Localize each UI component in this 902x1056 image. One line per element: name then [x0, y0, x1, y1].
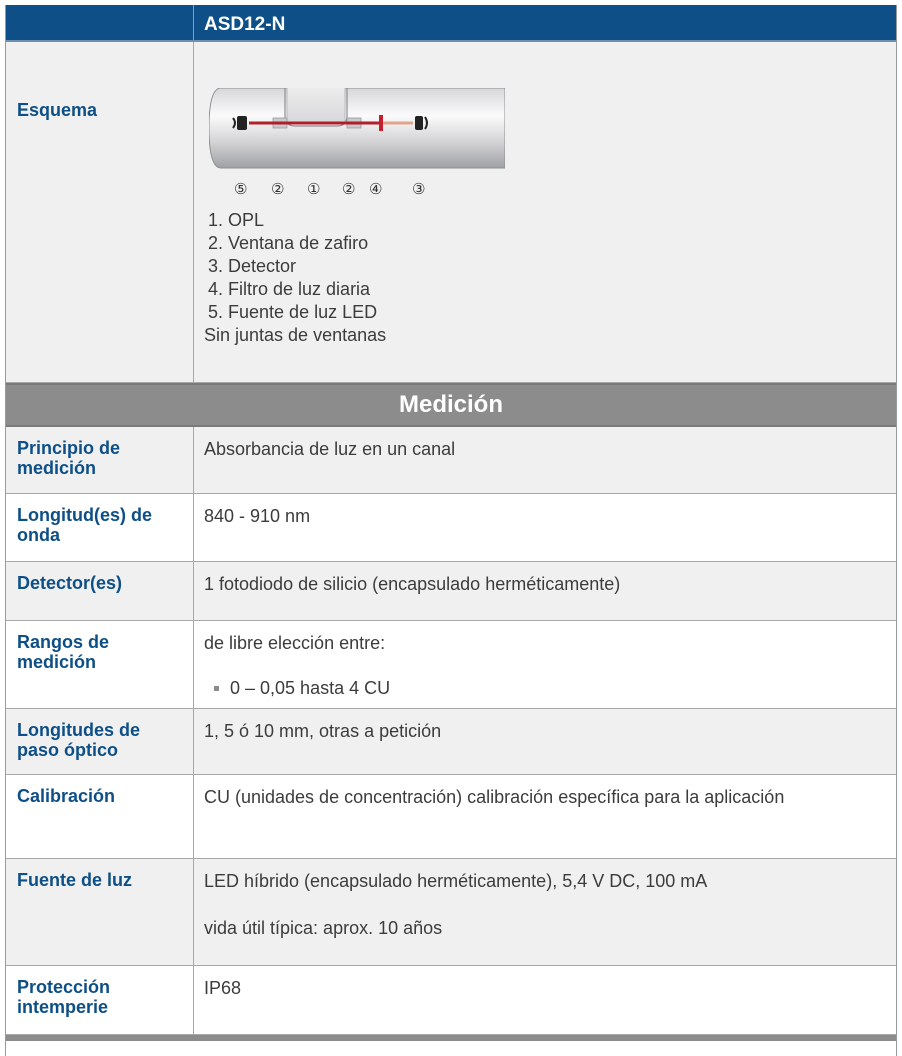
- row-calibracion: [6, 775, 896, 859]
- schema-label: Esquema: [6, 42, 194, 382]
- row-label: Rangos de medición: [6, 621, 194, 708]
- legend-item: 1. OPL: [208, 210, 265, 230]
- row-value: 1, 5 ó 10 mm, otras a petición: [204, 721, 442, 741]
- row-label: Principio de medición: [6, 427, 194, 493]
- legend-item: 2. Ventana de zafiro: [208, 233, 369, 253]
- daylight-filter: [379, 115, 383, 131]
- schema-legend: [204, 209, 886, 347]
- spec-sheet: [5, 5, 897, 1056]
- row-detector: [6, 562, 896, 621]
- marker-5: ⑤: [234, 180, 248, 198]
- row-principio: [6, 427, 896, 494]
- row-label: Longitudes de paso óptico: [6, 709, 194, 774]
- row-longitud: [6, 494, 896, 562]
- marker-4: ④: [369, 180, 383, 198]
- row-value: 1 fotodiodo de silicio (encapsulado herméticamente): [204, 574, 621, 594]
- row-value: CU (unidades de concentración) calibración específica para la aplicación: [204, 787, 785, 807]
- row-value-secondary: vida útil típica: aprox. 10 años: [204, 918, 443, 938]
- bullet-text: 0 – 0,05 hasta 4 CU: [230, 678, 391, 698]
- header-empty-cell: [6, 5, 194, 40]
- row-label: Protección intemperie: [6, 966, 194, 1034]
- row-value: IP68: [204, 978, 242, 998]
- legend-item: 3. Detector: [208, 256, 297, 276]
- row-value: Absorbancia de luz en un canal: [204, 439, 456, 459]
- row-value: de libre elección entre:: [204, 633, 386, 653]
- row-value-group: [194, 621, 896, 708]
- section-title: Medición: [398, 391, 503, 418]
- table-bottom-border: [6, 1035, 896, 1041]
- marker-3: ③: [412, 180, 426, 198]
- schema-note: Sin juntas de ventanas: [204, 325, 387, 345]
- bullet-icon: [214, 686, 219, 691]
- measuring-gap: [287, 88, 345, 122]
- row-value-group: [194, 859, 896, 965]
- schema-row: [6, 42, 896, 383]
- led-source: [237, 116, 247, 130]
- section-header-medicion: [6, 383, 896, 427]
- row-rangos: [6, 621, 896, 709]
- sensor-schematic-image: [209, 88, 505, 202]
- row-proteccion: [6, 966, 896, 1035]
- row-label: Calibración: [6, 775, 194, 858]
- row-label: Detector(es): [6, 562, 194, 620]
- marker-2a: ②: [271, 180, 285, 198]
- marker-1: ①: [307, 180, 321, 198]
- legend-item: 4. Filtro de luz diaria: [208, 279, 371, 299]
- row-label: Fuente de luz: [6, 859, 194, 965]
- row-value: LED híbrido (encapsulado herméticamente), 5,4 V DC, 100 mA: [204, 871, 708, 891]
- table-header: [6, 5, 896, 42]
- row-fuente: [6, 859, 896, 966]
- row-label: Longitud(es) de onda: [6, 494, 194, 561]
- row-paso: [6, 709, 896, 775]
- legend-item: 5. Fuente de luz LED: [208, 302, 378, 322]
- marker-2b: ②: [342, 180, 356, 198]
- product-name: ASD12-N: [204, 14, 286, 35]
- row-value: 840 - 910 nm: [204, 506, 311, 526]
- schema-content: [194, 42, 896, 382]
- list-item: [204, 678, 886, 699]
- detector: [415, 116, 423, 130]
